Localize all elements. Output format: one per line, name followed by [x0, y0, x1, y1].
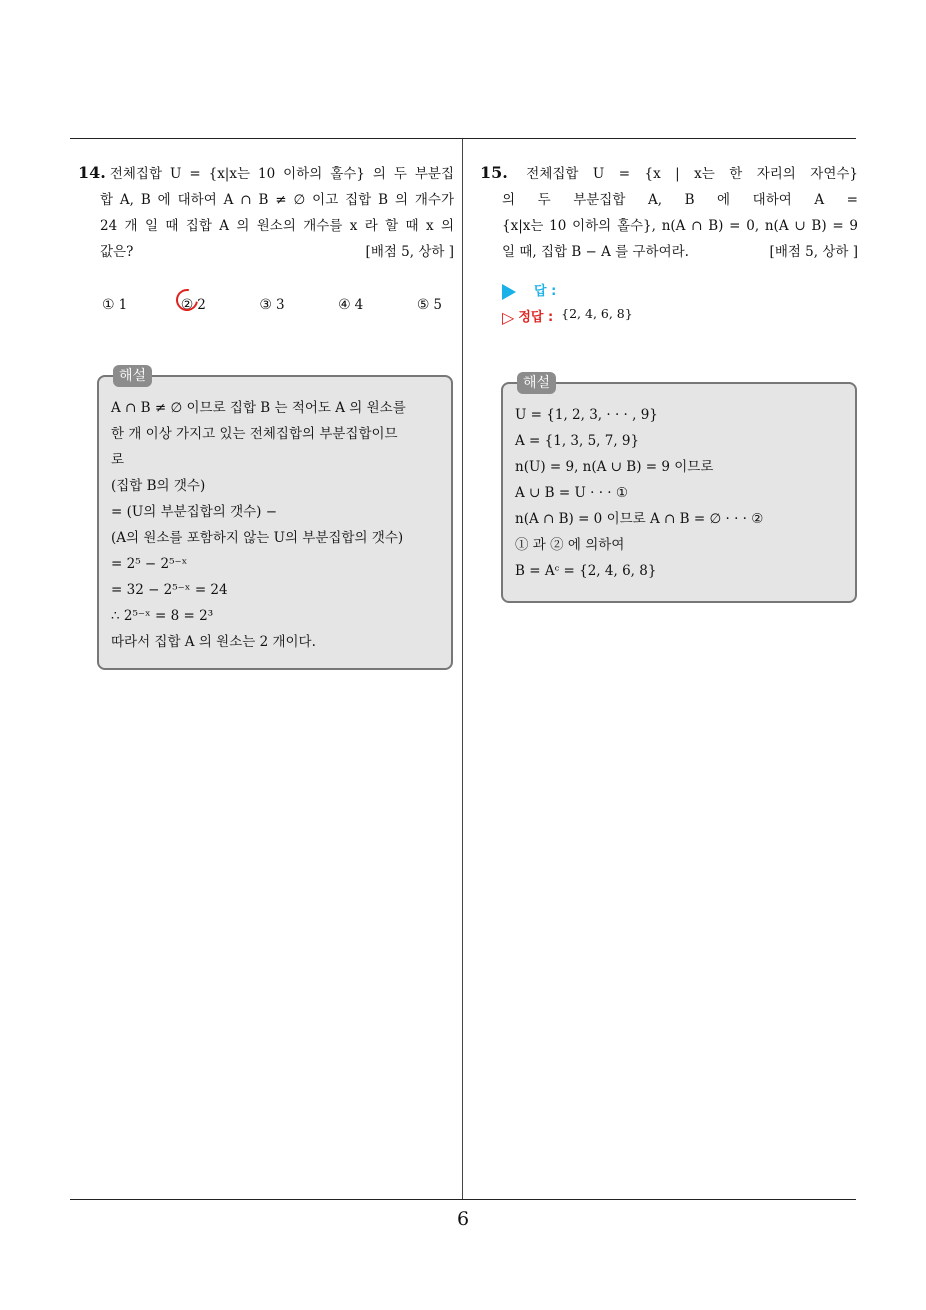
- solution-line: n(A ∩ B) = 0 이므로 A ∩ B = ∅ · · · ②: [515, 511, 764, 527]
- solution-line: 로: [111, 452, 125, 468]
- choice-5[interactable]: ⑤ 5: [416, 297, 442, 313]
- solution-line: = (U의 부분집합의 갯수) −: [111, 504, 278, 520]
- solution-line: n(U) = 9, n(A ∪ B) = 9 이므로: [515, 459, 714, 475]
- solution-line: B = Aᶜ = {2, 4, 6, 8}: [515, 563, 657, 579]
- solution-line: = 2⁵ − 2⁵⁻ˣ: [111, 556, 188, 572]
- solution-box-14: [97, 368, 453, 670]
- question-14-number: 14.: [78, 163, 106, 182]
- correct-answer-label: 정답 :: [518, 310, 554, 325]
- solution-line: A = {1, 3, 5, 7, 9}: [515, 433, 640, 449]
- question-14-score: [배점 5, 상하 ]: [365, 244, 454, 260]
- solution-line: A ∪ B = U · · · ①: [515, 485, 628, 501]
- question-14: [78, 160, 454, 313]
- choice-1[interactable]: ① 1: [102, 297, 128, 313]
- play-arrow-icon: [502, 284, 516, 300]
- top-rule: [70, 138, 856, 139]
- answer-choices: [102, 292, 442, 318]
- question-15-line: 의 두 부분집합 A, B 에 대하여 A =: [502, 192, 858, 208]
- question-14-line: 합 A, B 에 대하여 A ∩ B ≠ ∅ 이고 집합 B 의 개수가: [100, 192, 454, 208]
- question-15-score: [배점 5, 상하 ]: [769, 244, 858, 260]
- solution-line: = 32 − 2⁵⁻ˣ = 24: [111, 582, 228, 598]
- question-14-line: 24 개 일 때 집합 A 의 원소의 개수를 x 라 할 때 x 의: [100, 218, 454, 234]
- question-15-line: {x|x는 10 이하의 홀수}, n(A ∩ B) = 0, n(A ∪ B) = 9: [502, 218, 858, 234]
- question-14-text: [78, 160, 454, 265]
- bottom-rule: [70, 1199, 856, 1200]
- solution-line: (집합 B의 갯수): [111, 478, 206, 494]
- question-15: [480, 160, 858, 265]
- solution-line: U = {1, 2, 3, · · · , 9}: [515, 407, 658, 423]
- solution-label: 해설: [517, 372, 556, 394]
- answer-section: [502, 279, 633, 331]
- question-14-line: 전체집합 U = {x|x는 10 이하의 홀수} 의 두 부분집: [109, 166, 454, 182]
- choice-3[interactable]: ③ 3: [259, 297, 285, 313]
- solution-line: 한 개 이상 가지고 있는 전체집합의 부분집합이므: [111, 426, 398, 442]
- solution-line: A ∩ B ≠ ∅ 이므로 집합 B 는 적어도 A 의 원소를: [111, 400, 406, 416]
- question-15-text: [480, 160, 858, 265]
- solution-line: 따라서 집합 A 의 원소는 2 개이다.: [111, 634, 316, 650]
- solution-label: 해설: [113, 365, 152, 387]
- outline-arrow-icon: ▷: [502, 308, 515, 327]
- column-divider: [462, 139, 463, 1200]
- choice-4[interactable]: ④ 4: [338, 297, 364, 313]
- choice-2[interactable]: ② 2: [181, 292, 206, 318]
- question-15-line: 전체집합 U = {x | x는 한 자리의 자연수}: [526, 166, 858, 182]
- solution-line: ∴ 2⁵⁻ˣ = 8 = 2³: [111, 608, 214, 624]
- solution-line: ① 과 ② 에 의하여: [515, 537, 625, 553]
- correct-answer-row: [502, 305, 633, 331]
- question-15-line: 일 때, 집합 B − A 를 구하여라.: [502, 244, 689, 260]
- correct-answer-value: {2, 4, 6, 8}: [561, 306, 633, 321]
- solution-box-15: [501, 375, 857, 603]
- question-15-number: 15.: [480, 163, 508, 182]
- solution-line: (A의 원소를 포함하지 않는 U의 부분집합의 갯수): [111, 530, 404, 546]
- answer-label: 답 :: [534, 284, 557, 299]
- page-number: 6: [456, 1208, 470, 1230]
- question-14-line: 값은?: [100, 244, 134, 260]
